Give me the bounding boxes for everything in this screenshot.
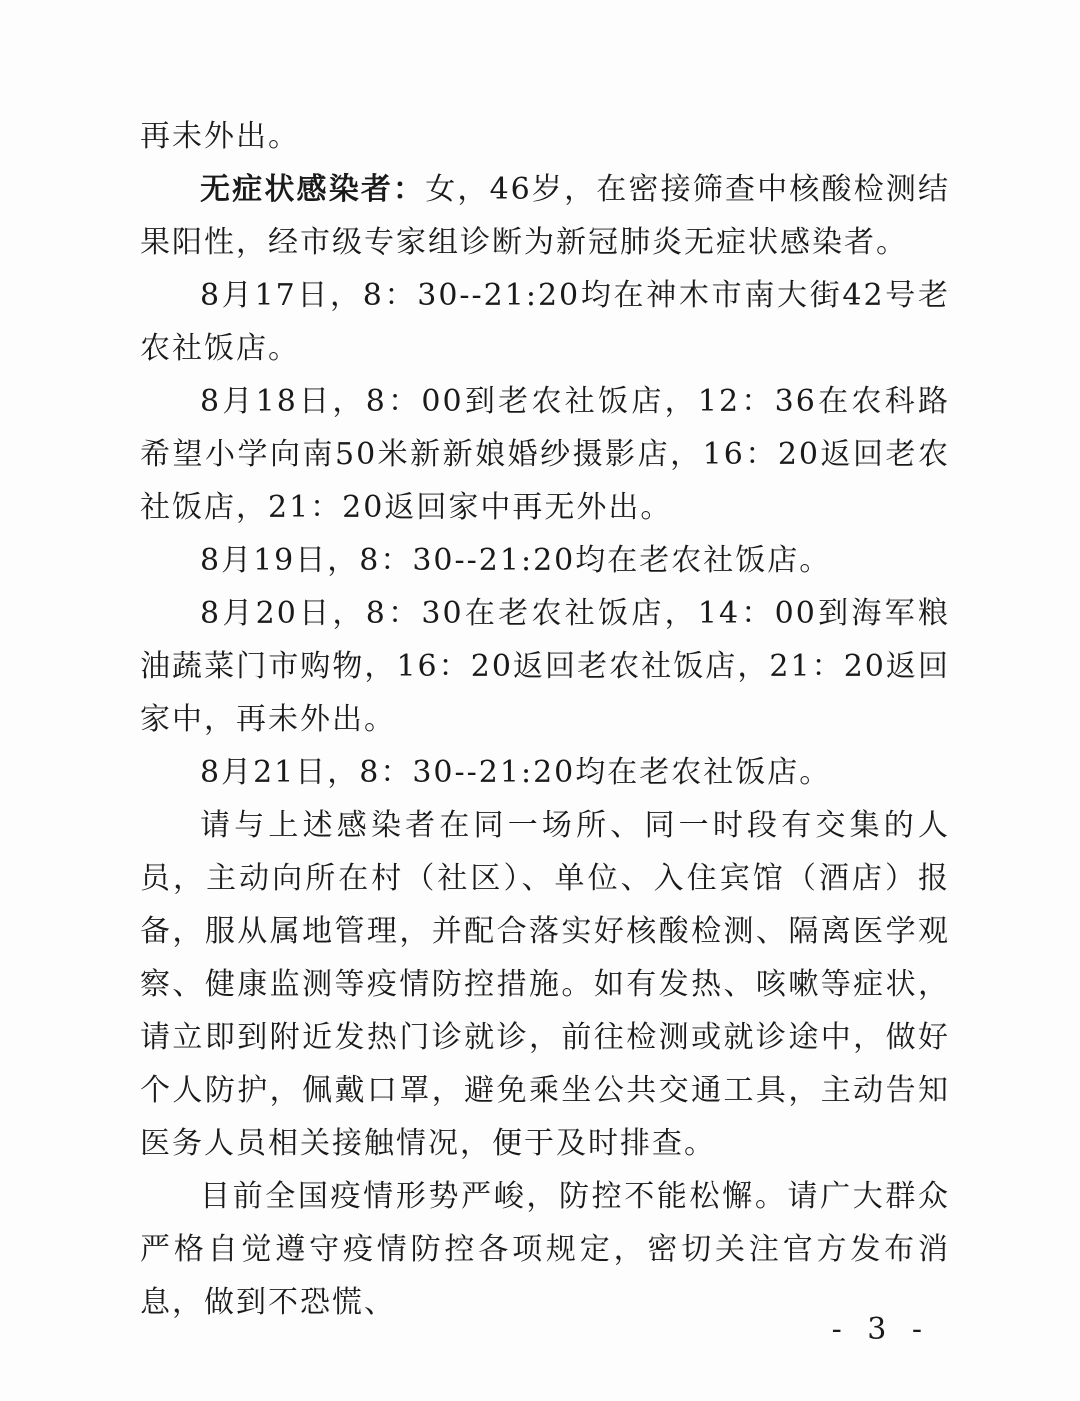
paragraph-aug-21: 8月21日，8：30--21:20均在老农社饭店。 [200, 755, 832, 790]
page-number: - 3 - [831, 1312, 930, 1347]
asymptomatic-case-text: 女，46岁，在密接筛查中核酸检测结果阳性，经市级专家组诊断为新冠肺炎无症状感染者。 [140, 172, 950, 260]
paragraph-aug-19: 8月19日，8：30--21:20均在老农社饭店。 [200, 543, 832, 578]
asymptomatic-case-label: 无症状感染者： [200, 172, 426, 207]
paragraph-closing: 目前全国疫情形势严峻，防控不能松懈。请广大群众严格自觉遵守疫情防控各项规定，密切关注官方发布消息，做到不恐慌、 [140, 1179, 950, 1320]
document-body [140, 110, 950, 1329]
paragraph-aug-17: 8月17日，8：30--21:20均在神木市南大街42号老农社饭店。 [140, 278, 950, 366]
paragraph-asymptomatic-case [140, 163, 950, 269]
paragraph-aug-18: 8月18日，8：00到老农社饭店，12：36在农科路希望小学向南50米新新娘婚纱摄影店，16：20返回老农社饭店，21：20返回家中再无外出。 [140, 384, 950, 525]
paragraph-public-notice: 请与上述感染者在同一场所、同一时段有交集的人员，主动向所在村（社区）、单位、入住宾馆（酒店）报备，服从属地管理，并配合落实好核酸检测、隔离医学观察、健康监测等疫情防控措施。如有发热、咳嗽等症状，请立即到附近发热门诊就诊，前往检测或就诊途中，做好个人防护，佩戴口罩，避免乘坐公共交通工具，主动告知医务人员相关接触情况，便于及时排查。 [140, 808, 950, 1161]
paragraph-aug-20: 8月20日，8：30在老农社饭店，14：00到海军粮油蔬菜门市购物，16：20返回老农社饭店，21：20返回家中，再未外出。 [140, 596, 950, 737]
paragraph-continuation: 再未外出。 [140, 119, 300, 154]
